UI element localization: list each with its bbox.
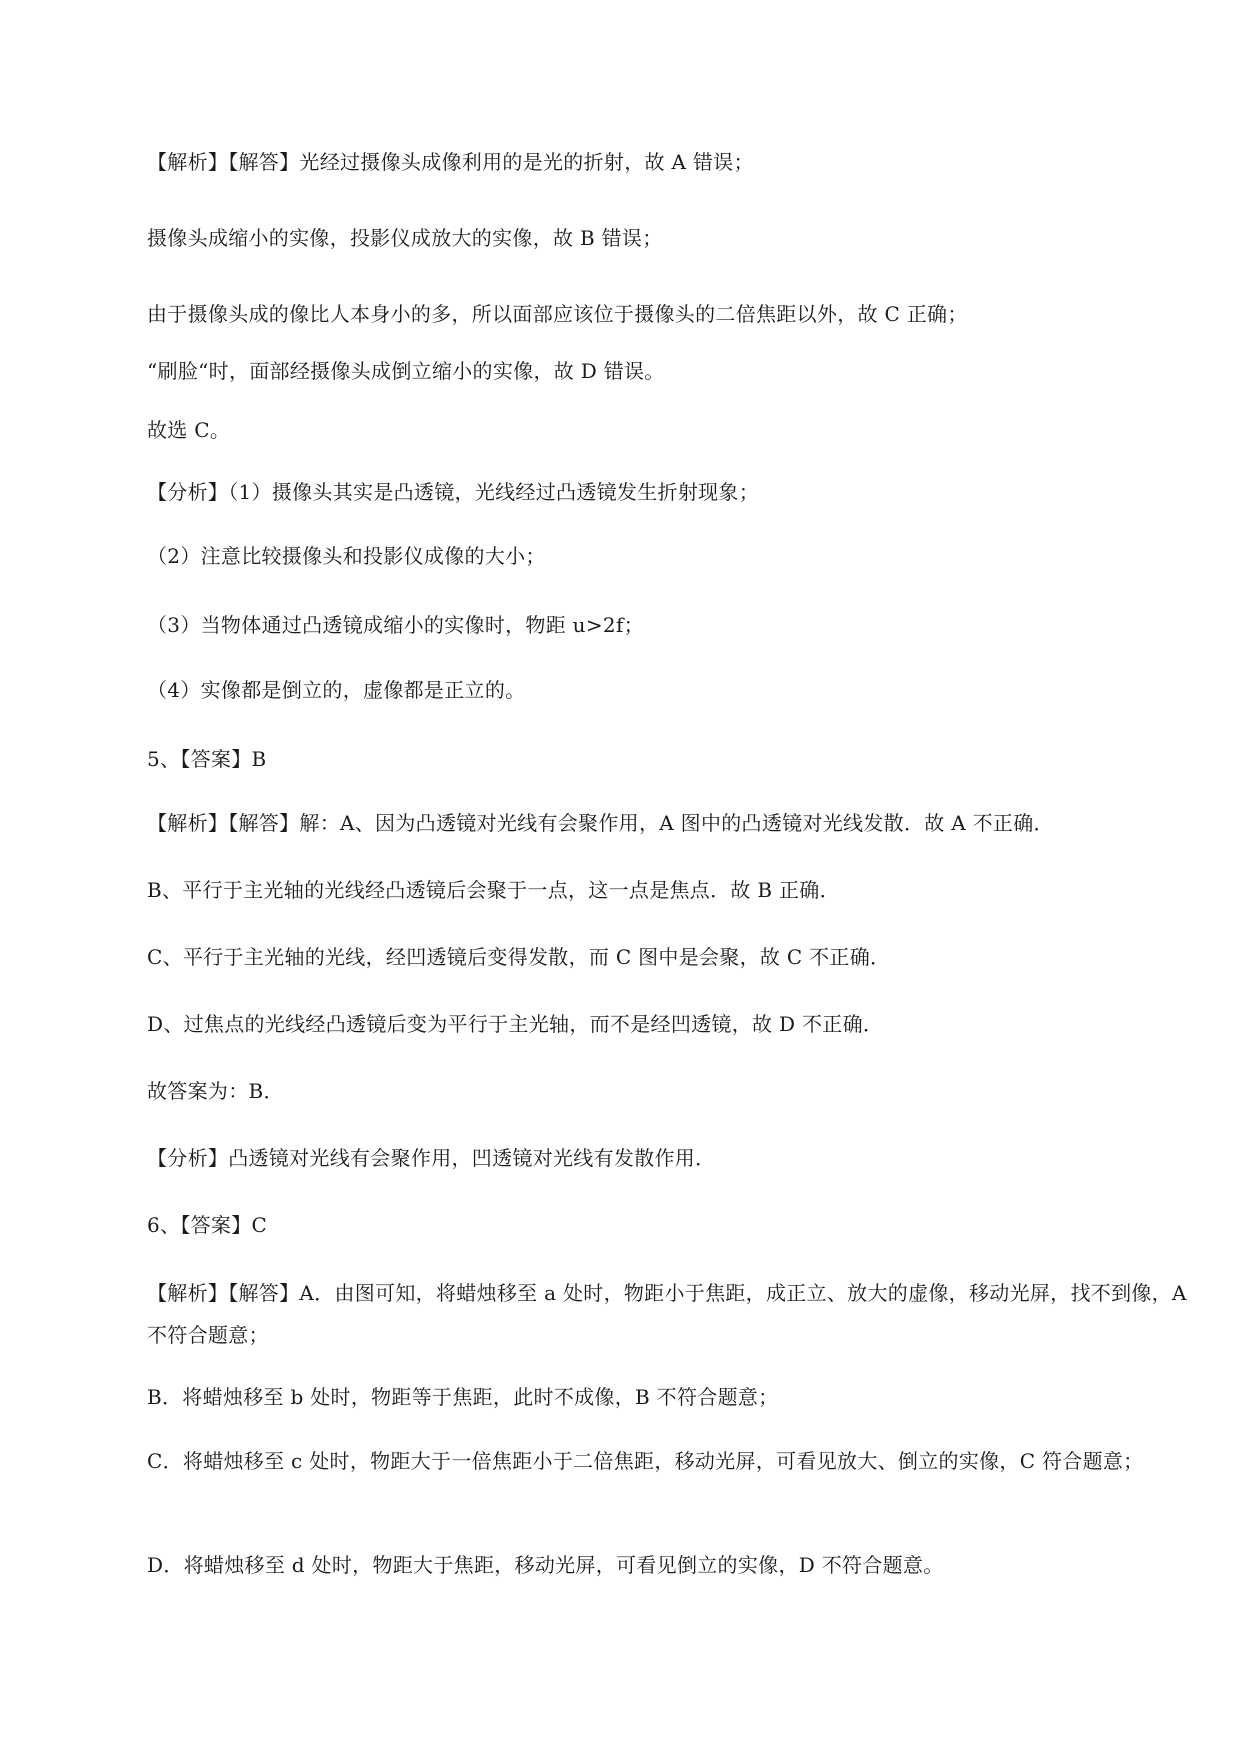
paragraph: 由于摄像头成的像比人本身小的多，所以面部应该位于摄像头的二倍焦距以外，故 C 正确； (147, 302, 968, 326)
paragraph: 【分析】（1）摄像头其实是凸透镜，光线经过凸透镜发生折射现象； (147, 480, 760, 504)
paragraph: 故选 C。 (147, 418, 231, 442)
paragraph: 【解析】【解答】A．由图可知，将蜡烛移至 a 处时，物距小于焦距，成正立、放大的虚像，移动光屏，找不到像，A 不符合题意； (147, 1281, 1187, 1347)
paragraph: 摄像头成缩小的实像，投影仪成放大的实像，故 B 错误； (147, 226, 663, 250)
paragraph: C．将蜡烛移至 c 处时，物距大于一倍焦距小于二倍焦距，移动光屏，可看见放大、倒立的实像，C 符合题意； (147, 1449, 1144, 1473)
paragraph: （4）实像都是倒立的，虚像都是正立的。 (147, 678, 526, 702)
paragraph: 【解析】【解答】解：A、因为凸透镜对光线有会聚作用，A 图中的凸透镜对光线发散．故 A 不正确． (147, 811, 1054, 835)
paragraph: 故答案为：B． (147, 1079, 284, 1103)
paragraph: D、过焦点的光线经凸透镜后变为平行于主光轴，而不是经凹透镜，故 D 不正确． (147, 1012, 884, 1036)
paragraph: （3）当物体通过凸透镜成缩小的实像时，物距 u>2f； (147, 613, 644, 637)
paragraph: 【解析】【解答】光经过摄像头成像利用的是光的折射，故 A 错误； (147, 150, 754, 174)
paragraph: B．将蜡烛移至 b 处时，物距等于焦距，此时不成像，B 不符合题意； (147, 1385, 779, 1409)
paragraph: （2）注意比较摄像头和投影仪成像的大小； (147, 544, 546, 568)
paragraph: 【分析】凸透镜对光线有会聚作用，凹透镜对光线有发散作用． (147, 1146, 716, 1170)
paragraph: 6、【答案】C (147, 1213, 268, 1237)
paragraph: B、平行于主光轴的光线经凸透镜后会聚于一点，这一点是焦点．故 B 正确． (147, 878, 840, 902)
paragraph: “刷脸“时，面部经摄像头成倒立缩小的实像，故 D 错误。 (147, 359, 665, 383)
paragraph: D．将蜡烛移至 d 处时，物距大于焦距，移动光屏，可看见倒立的实像，D 不符合题意。 (147, 1553, 944, 1577)
paragraph: 5、【答案】B (147, 747, 267, 771)
paragraph: C、平行于主光轴的光线，经凹透镜后变得发散，而 C 图中是会聚，故 C 不正确． (147, 945, 891, 969)
